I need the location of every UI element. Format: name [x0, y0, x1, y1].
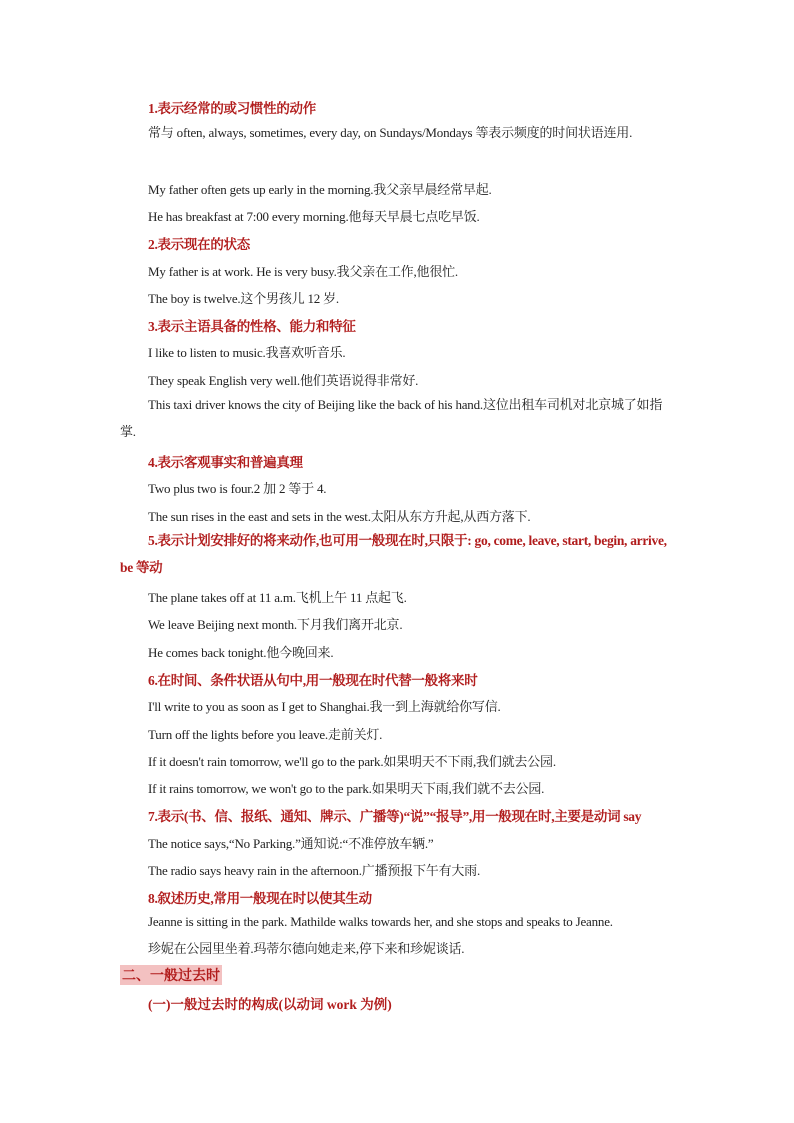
section-2-example-2: The boy is twelve.这个男孩儿 12 岁.: [148, 291, 339, 306]
section-5-example-3: He comes back tonight.他今晚回来.: [148, 645, 334, 660]
section-7-heading: 7.表示(书、信、报纸、通知、牌示、广播等)“说”“报导”,用一般现在时,主要是动词 say: [148, 809, 642, 824]
section-6-heading: 6.在时间、条件状语从句中,用一般现在时代替一般将来时: [148, 673, 478, 688]
section-3-example-2: They speak English very well.他们英语说得非常好.: [148, 373, 419, 388]
section-2-example-1: My father is at work. He is very busy.我父亲在工作,他很忙.: [148, 264, 458, 279]
section-5-example-1: The plane takes off at 11 a.m.飞机上午 11 点起飞.: [148, 590, 407, 605]
section-4-example-1: Two plus two is four.2 加 2 等于 4.: [148, 481, 327, 496]
section-5-example-2: We leave Beijing next month.下月我们离开北京.: [148, 617, 403, 632]
section-1-example-1: My father often gets up early in the morning.我父亲早晨经常早起.: [148, 182, 492, 197]
section-4-heading: 4.表示客观事实和普遍真理: [148, 455, 303, 470]
section-6-example-2: Turn off the lights before you leave.走前关灯.: [148, 727, 383, 742]
section-3-example-1: I like to listen to music.我喜欢听音乐.: [148, 345, 346, 360]
section-7-example-1: The notice says,“No Parking.”通知说:“不准停放车辆.”: [148, 836, 434, 851]
section-6-example-4: If it rains tomorrow, we won't go to the park.如果明天下雨,我们就不去公园.: [148, 781, 545, 796]
section-2-heading: 2.表示现在的状态: [148, 237, 250, 252]
part-2-subheading: (一)一般过去时的构成(以动词 work 为例): [148, 997, 392, 1012]
part-2-heading: 二、一般过去时: [120, 965, 222, 985]
section-6-example-3: If it doesn't rain tomorrow, we'll go to the park.如果明天不下雨,我们就去公园.: [148, 754, 556, 769]
section-7-example-2: The radio says heavy rain in the afternoon.广播预报下午有大雨.: [148, 863, 481, 878]
section-6-example-1: I'll write to you as soon as I get to Shanghai.我一到上海就给你写信.: [148, 699, 501, 714]
section-3-example-3: This taxi driver knows the city of Beijing like the back of his hand.这位出租车司机对北京城了如指掌.: [120, 397, 663, 439]
section-8-heading: 8.叙述历史,常用一般现在时以使其生动: [148, 891, 372, 906]
section-4-example-2: The sun rises in the east and sets in the west.太阳从东方升起,从西方落下.: [148, 509, 531, 524]
section-3-heading: 3.表示主语具备的性格、能力和特征: [148, 319, 356, 334]
section-1-description: 常与 often, always, sometimes, every day, on Sundays/Mondays 等表示频度的时间状语连用.: [148, 125, 633, 140]
section-8-example-1-translation: 珍妮在公园里坐着.玛蒂尔德向她走来,停下来和珍妮谈话.: [148, 941, 465, 956]
section-1-heading: 1.表示经常的或习惯性的动作: [148, 101, 316, 116]
section-5-heading: 5.表示计划安排好的将来动作,也可用一般现在时,只限于: go, come, leave, start, begin, arrive, be 等动: [120, 533, 667, 575]
section-8-example-1: Jeanne is sitting in the park. Mathilde walks towards her, and she stops and speaks to Jeanne.: [148, 914, 613, 929]
section-1-example-2: He has breakfast at 7:00 every morning.他每天早晨七点吃早饭.: [148, 209, 480, 224]
